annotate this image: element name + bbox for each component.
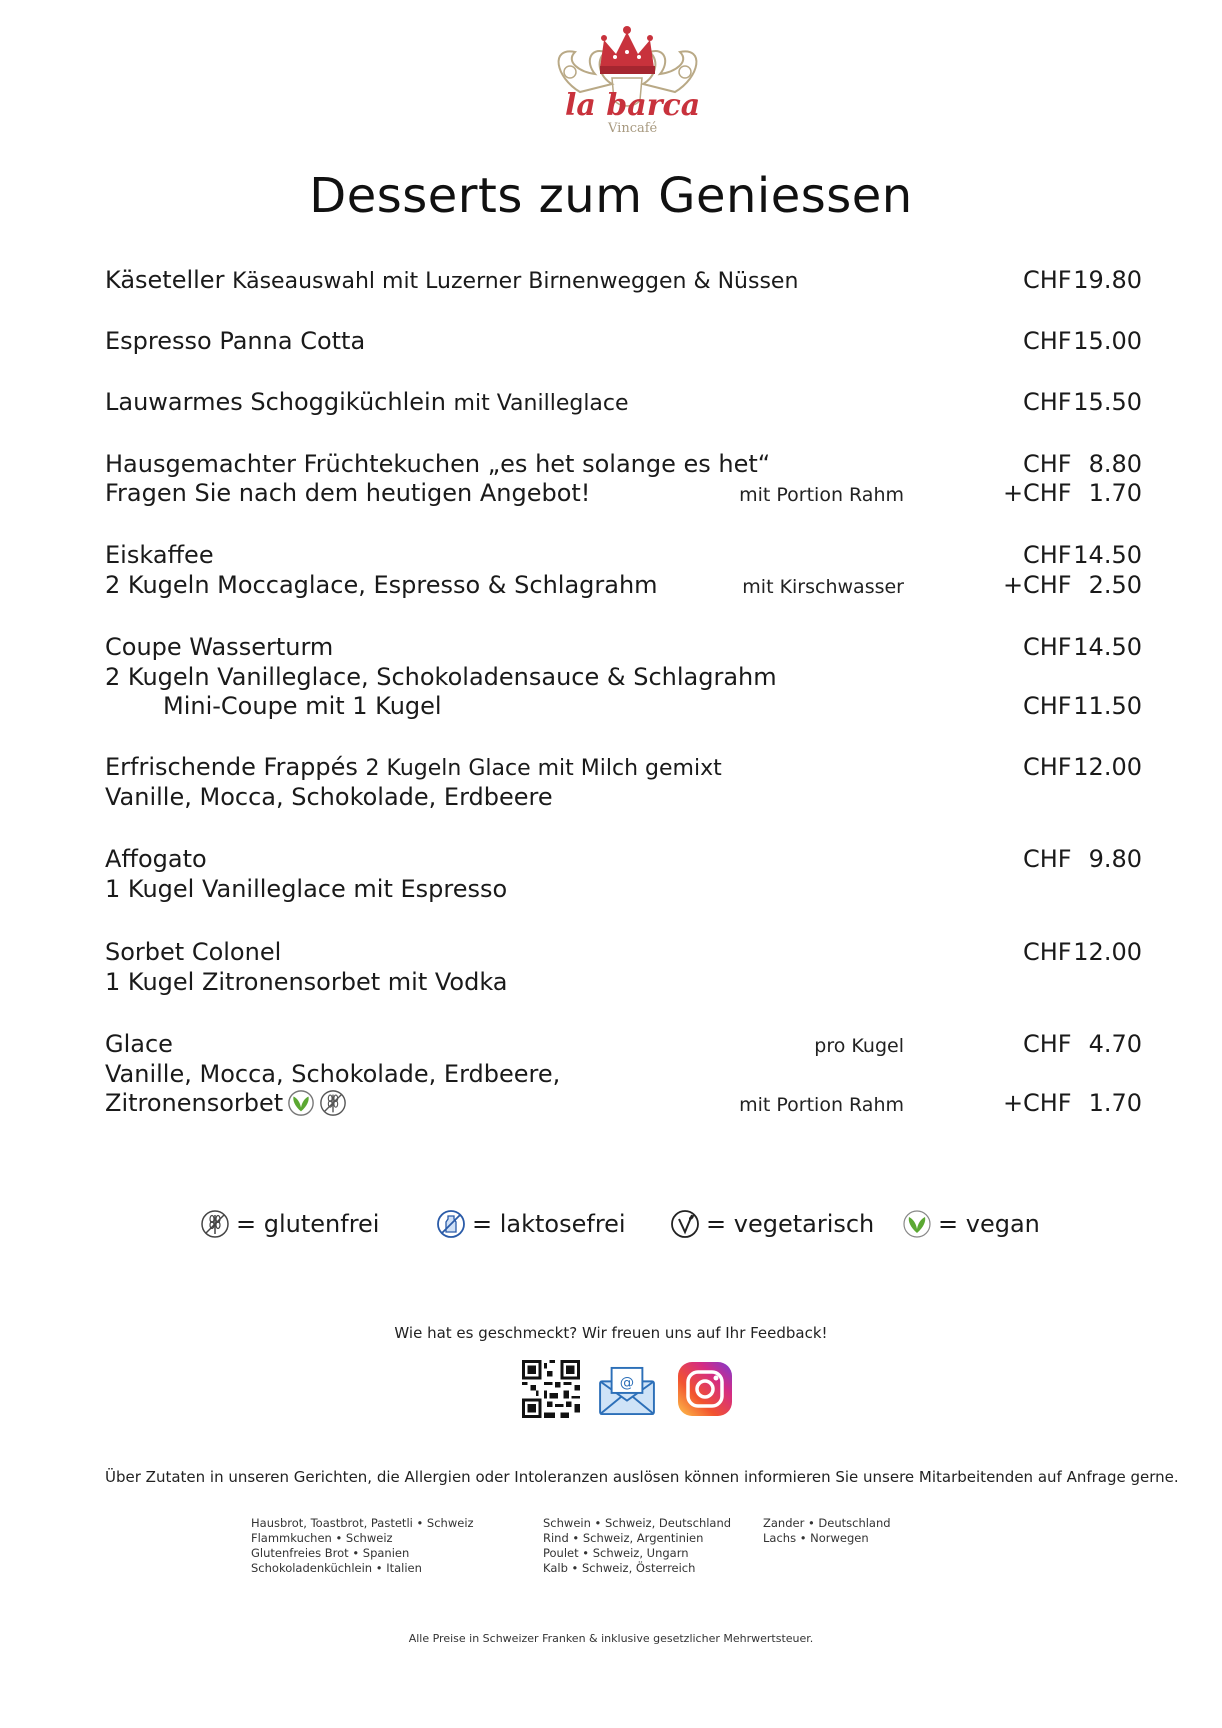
page-title: Desserts zum Geniessen xyxy=(309,168,913,224)
extra-price: 1.70 xyxy=(1088,1089,1142,1117)
extra-note: mit Portion Rahm xyxy=(739,1094,904,1116)
item-price: 14.50 xyxy=(1073,633,1142,661)
currency: CHF xyxy=(1023,753,1072,781)
vegan-icon xyxy=(287,1089,315,1117)
menu-item-glace-extra xyxy=(105,1087,1222,1119)
menu-item-kuchen-extra xyxy=(105,477,1222,509)
item-price: 8.80 xyxy=(1088,450,1142,478)
feedback-text: Wie hat es geschmeckt? Wir freuen uns auf Ihr Feedback! xyxy=(394,1324,828,1342)
origin-line: Flammkuchen • Schweiz xyxy=(251,1531,393,1545)
legend-vegetarian xyxy=(670,1206,874,1242)
legend-vegan xyxy=(902,1206,1040,1242)
item-name: Hausgemachter Früchtekuchen „es het solange es het“ xyxy=(105,450,771,478)
legend-label: = vegetarisch xyxy=(706,1210,875,1238)
item-description: 2 Kugeln Vanilleglace, Schokoladensauce & Schlagrahm xyxy=(105,663,777,691)
item-price: 15.00 xyxy=(1073,327,1142,355)
allergy-note: Über Zutaten in unseren Gerichten, die Allergien oder Intoleranzen auslösen können informieren Sie unsere Mitarbeitenden auf Anfrage gerne. xyxy=(105,1468,1179,1486)
item-description: Zitronensorbet xyxy=(105,1087,347,1119)
origins-column-2 xyxy=(543,1516,731,1576)
menu-item-eiskaffee xyxy=(105,539,1222,571)
qr-code-icon[interactable] xyxy=(522,1360,580,1418)
origin-line: Poulet • Schweiz, Ungarn xyxy=(543,1546,689,1560)
menu-item-coupe xyxy=(105,631,1222,663)
item-price: 15.50 xyxy=(1073,388,1142,416)
menu-item-eiskaffee-extra xyxy=(105,569,1222,601)
glutenfree-icon xyxy=(200,1209,230,1239)
item-description: 1 Kugel Zitronensorbet mit Vodka xyxy=(105,968,508,996)
item-name: Affogato xyxy=(105,845,207,873)
lactosefree-icon xyxy=(436,1209,466,1239)
extra-price: 1.70 xyxy=(1088,479,1142,507)
price-footnote: Alle Preise in Schweizer Franken & inklusive gesetzlicher Mehrwertsteuer. xyxy=(408,1632,814,1645)
extra-note: mit Kirschwasser xyxy=(742,576,904,598)
origins-column-1 xyxy=(251,1516,474,1576)
menu-item-kuchen xyxy=(105,448,1222,480)
svg-text:@: @ xyxy=(619,1375,635,1392)
currency: CHF xyxy=(1023,479,1072,507)
item-description: 1 Kugel Vanilleglace mit Espresso xyxy=(105,875,508,903)
origin-line: Schwein • Schweiz, Deutschland xyxy=(543,1516,732,1530)
item-description: Vanille, Mocca, Schokolade, Erdbeere xyxy=(105,783,553,811)
vegan-icon xyxy=(902,1209,932,1239)
logo-sub-text: Vincafé xyxy=(608,121,658,136)
extra-price: 2.50 xyxy=(1088,571,1142,599)
item-price: 12.00 xyxy=(1073,938,1142,966)
menu-item-glace-desc xyxy=(105,1058,1222,1090)
extra-note: mit Portion Rahm xyxy=(739,484,904,506)
instagram-icon[interactable] xyxy=(676,1360,734,1418)
currency: CHF xyxy=(1023,327,1072,355)
item-description: 2 Kugeln Moccaglace, Espresso & Schlagrahm xyxy=(105,571,658,599)
origin-line: Zander • Deutschland xyxy=(763,1516,891,1530)
item-name: Glace xyxy=(105,1030,173,1058)
currency: CHF xyxy=(1023,1030,1072,1058)
legend-label: = laktosefrei xyxy=(472,1210,626,1238)
item-name: Sorbet Colonel xyxy=(105,938,282,966)
item-price: 4.70 xyxy=(1088,1030,1142,1058)
menu-item-schoggi xyxy=(105,386,1222,418)
currency: CHF xyxy=(1023,845,1072,873)
item-name: Mini-Coupe mit 1 Kugel xyxy=(163,692,442,720)
item-name: Käseteller Käseauswahl mit Luzerner Birnenweggen & Nüssen xyxy=(105,266,799,294)
legend-lactosefree xyxy=(436,1206,626,1242)
legend-label: = glutenfrei xyxy=(236,1210,380,1238)
currency: CHF xyxy=(1023,541,1072,569)
legend-glutenfree xyxy=(200,1206,379,1242)
legend-label: = vegan xyxy=(938,1210,1040,1238)
menu-item-frappe-desc xyxy=(105,781,1222,813)
item-price: 12.00 xyxy=(1073,753,1142,781)
currency: CHF xyxy=(1023,1089,1072,1117)
item-price: 9.80 xyxy=(1088,845,1142,873)
menu-item-affogato-desc xyxy=(105,873,1222,905)
item-price: 14.50 xyxy=(1073,541,1142,569)
menu-item-mini-coupe xyxy=(105,690,1222,722)
item-name: Eiskaffee xyxy=(105,541,214,569)
currency: CHF xyxy=(1023,571,1072,599)
extra-plus: + xyxy=(1003,479,1024,507)
item-name: Coupe Wasserturm xyxy=(105,633,334,661)
menu-item-glace xyxy=(105,1028,1222,1060)
currency: CHF xyxy=(1023,266,1072,294)
item-price: 11.50 xyxy=(1073,692,1142,720)
menu-item-frappe xyxy=(105,751,1222,783)
menu-item-coupe-desc xyxy=(105,661,1222,693)
menu-item-kaeseteller xyxy=(105,264,1222,296)
diet-legend xyxy=(0,1206,1222,1242)
extra-plus: + xyxy=(1003,571,1024,599)
origin-line: Rind • Schweiz, Argentinien xyxy=(543,1531,704,1545)
item-description: Fragen Sie nach dem heutigen Angebot! xyxy=(105,479,591,507)
extra-plus: + xyxy=(1003,1089,1024,1117)
item-name: Lauwarmes Schoggiküchlein mit Vanilleglace xyxy=(105,388,629,416)
origin-line: Schokoladenküchlein • Italien xyxy=(251,1561,422,1575)
glutenfree-icon xyxy=(319,1089,347,1117)
menu-item-sorbet-desc xyxy=(105,966,1222,998)
email-icon[interactable] xyxy=(598,1366,656,1416)
vegetarian-icon xyxy=(670,1209,700,1239)
currency: CHF xyxy=(1023,938,1072,966)
origin-line: Kalb • Schweiz, Österreich xyxy=(543,1561,696,1575)
item-name: Espresso Panna Cotta xyxy=(105,327,366,355)
origin-line: Glutenfreies Brot • Spanien xyxy=(251,1546,410,1560)
origin-line: Hausbrot, Toastbrot, Pastetli • Schweiz xyxy=(251,1516,474,1530)
menu-item-pannacotta xyxy=(105,325,1222,357)
currency: CHF xyxy=(1023,388,1072,416)
logo-brand-text: la barca xyxy=(565,88,701,123)
item-name: Erfrischende Frappés 2 Kugeln Glace mit Milch gemixt xyxy=(105,753,722,781)
currency: CHF xyxy=(1023,633,1072,661)
item-price: 19.80 xyxy=(1073,266,1142,294)
origin-line: Lachs • Norwegen xyxy=(763,1531,869,1545)
currency: CHF xyxy=(1023,692,1072,720)
menu-item-sorbet xyxy=(105,936,1222,968)
unit-note: pro Kugel xyxy=(814,1035,904,1057)
menu-item-affogato xyxy=(105,843,1222,875)
origins-column-3 xyxy=(763,1516,891,1546)
currency: CHF xyxy=(1023,450,1072,478)
item-description: Vanille, Mocca, Schokolade, Erdbeere, xyxy=(105,1060,561,1088)
